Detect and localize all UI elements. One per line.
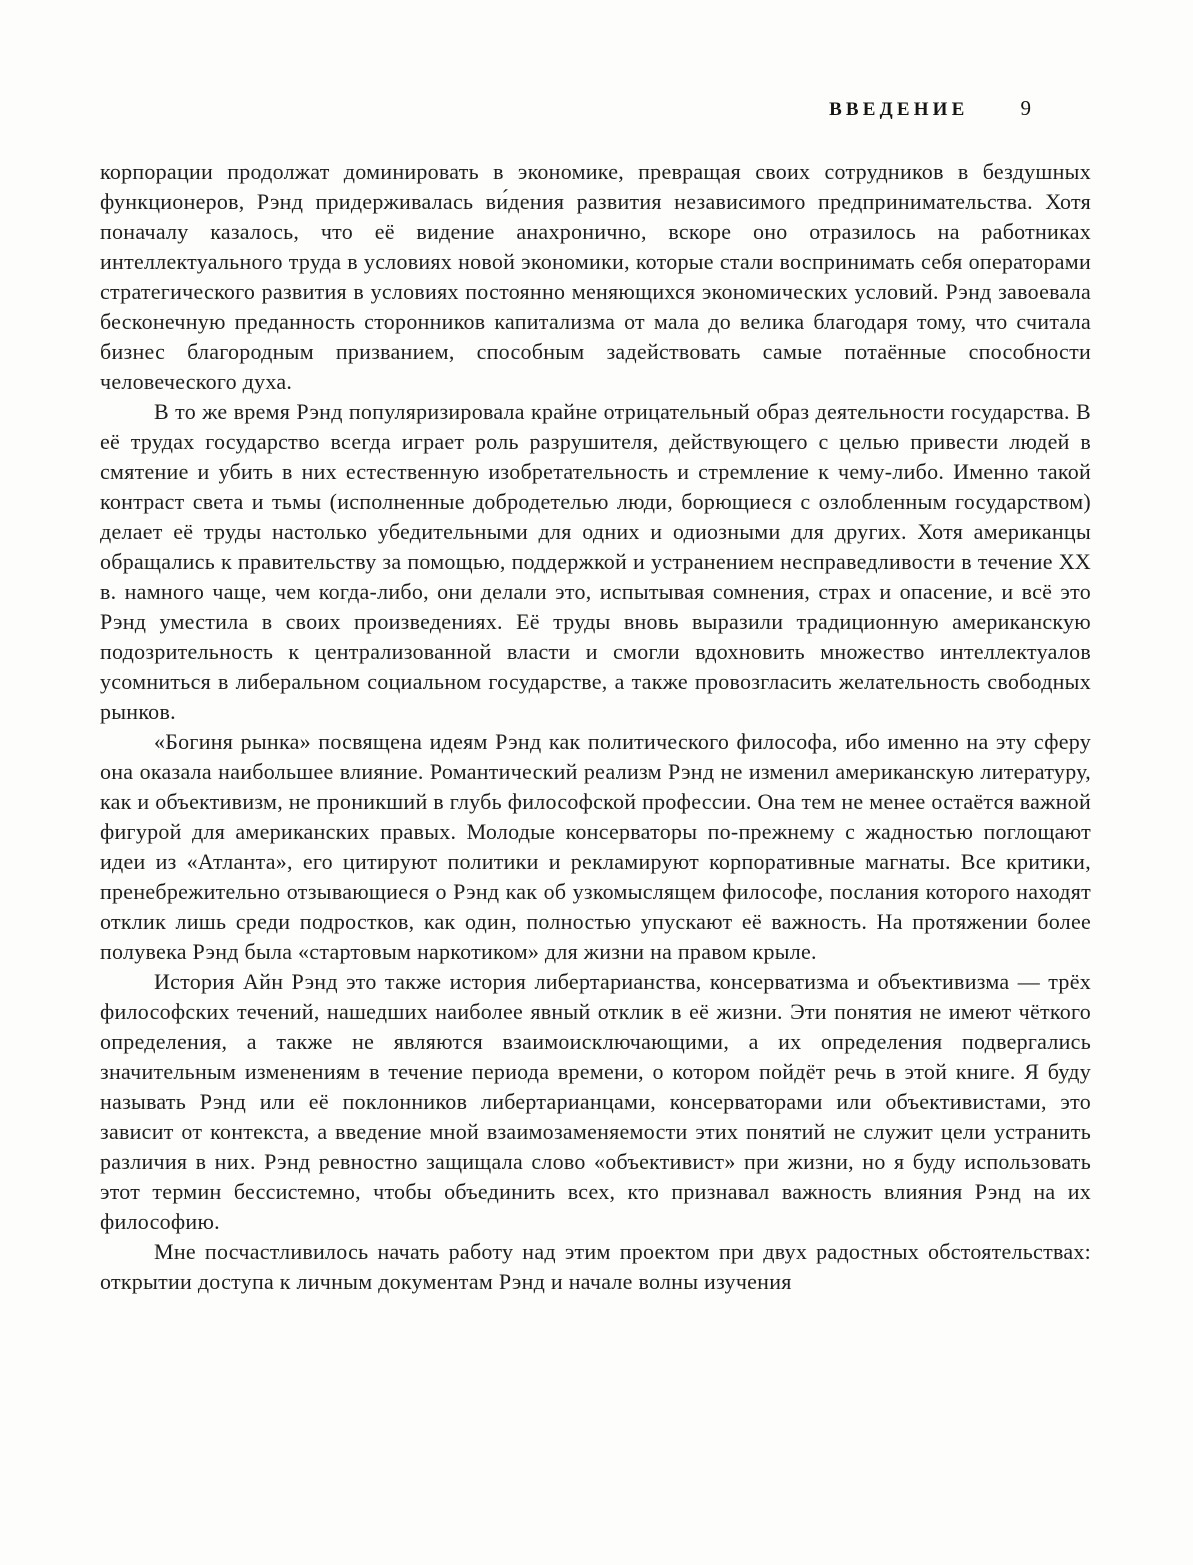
paragraph: История Айн Рэнд это также история либертарианства, консерватизма и объективизма — трёх философских течений, нашедших наиболее явный отклик в её жизни. Эти понятия не имеют чёткого определения, а также не являются взаимоисключающими, а их определения подвергались значительным изменениям в течение периода времени, о котором пойдёт речь в этой книге. Я буду называть Рэнд или её поклонников либертарианцами, консерваторами или объективистами, это зависит от контекста, а введение мной взаимозаменяемости этих понятий не служит цели устранить различия в них. Рэнд ревностно защищала слово «объективист» при жизни, но я буду использовать этот термин бессистемно, чтобы объединить всех, кто признавал важность влияния Рэнд на их философию. <box>100 969 1091 1234</box>
paragraph: корпорации продолжат доминировать в экономике, превращая своих сотрудников в бездушных функционеров, Рэнд придерживалась ви́дения развития независимого предпринимательства. Хотя поначалу казалось, что её видение анахронично, вскоре оно отразилось на работниках интеллектуального труда в условиях новой экономики, которые стали воспринимать себя операторами стратегического развития в условиях постоянно меняющихся экономических условий. Рэнд завоевала бесконечную преданность сторонников капитализма от мала до велика благодаря тому, что считала бизнес благородным призванием, способным задействовать самые потаённые способности человеческого духа. <box>100 159 1091 394</box>
running-header <box>100 96 1091 121</box>
paragraph: Мне посчастливилось начать работу над этим проектом при двух радостных обстоятельствах: открытии доступа к личным документам Рэнд и начале волны изучения <box>100 1239 1091 1294</box>
chapter-title: ВВЕДЕНИЕ <box>829 99 969 120</box>
paragraph: «Богиня рынка» посвящена идеям Рэнд как политического философа, ибо именно на эту сферу она оказала наибольшее влияние. Романтический реализм Рэнд не изменил американскую литературу, как и объективизм, не проникший в глубь философской профессии. Она тем не менее остаётся важной фигурой для американских правых. Молодые консерваторы по-прежнему с жадностью поглощают идеи из «Атланта», его цитируют политики и рекламируют корпоративные магнаты. Все критики, пренебрежительно отзывающиеся о Рэнд как об узкомыслящем философе, послания которого находят отклик лишь среди подростков, как один, полностью упускают её важность. На протяжении более полувека Рэнд была «стартовым наркотиком» для жизни на правом крыле. <box>100 729 1091 964</box>
paragraph: В то же время Рэнд популяризировала крайне отрицательный образ деятельности государства. В её трудах государство всегда играет роль разрушителя, действующего с целью привести людей в смятение и убить в них естественную изобретательность и стремление к чему-либо. Именно такой контраст света и тьмы (исполненные добродетелью люди, борющиеся с озлобленным государством) делает её труды настолько убедительными для одних и одиозными для других. Хотя американцы обращались к правительству за помощью, поддержкой и устранением несправедливости в течение XX в. намного чаще, чем когда-либо, они делали это, испытывая сомнения, страх и опасение, и всё это Рэнд уместила в своих произведениях. Её труды вновь выразили традиционную американскую подозрительность к централизованной власти и смогли вдохновить множество интеллектуалов усомниться в либеральном социальном государстве, а также провозгласить желательность свободных рынков. <box>100 399 1091 724</box>
page-number: 9 <box>1020 96 1031 120</box>
body-text-block <box>100 157 1091 1297</box>
